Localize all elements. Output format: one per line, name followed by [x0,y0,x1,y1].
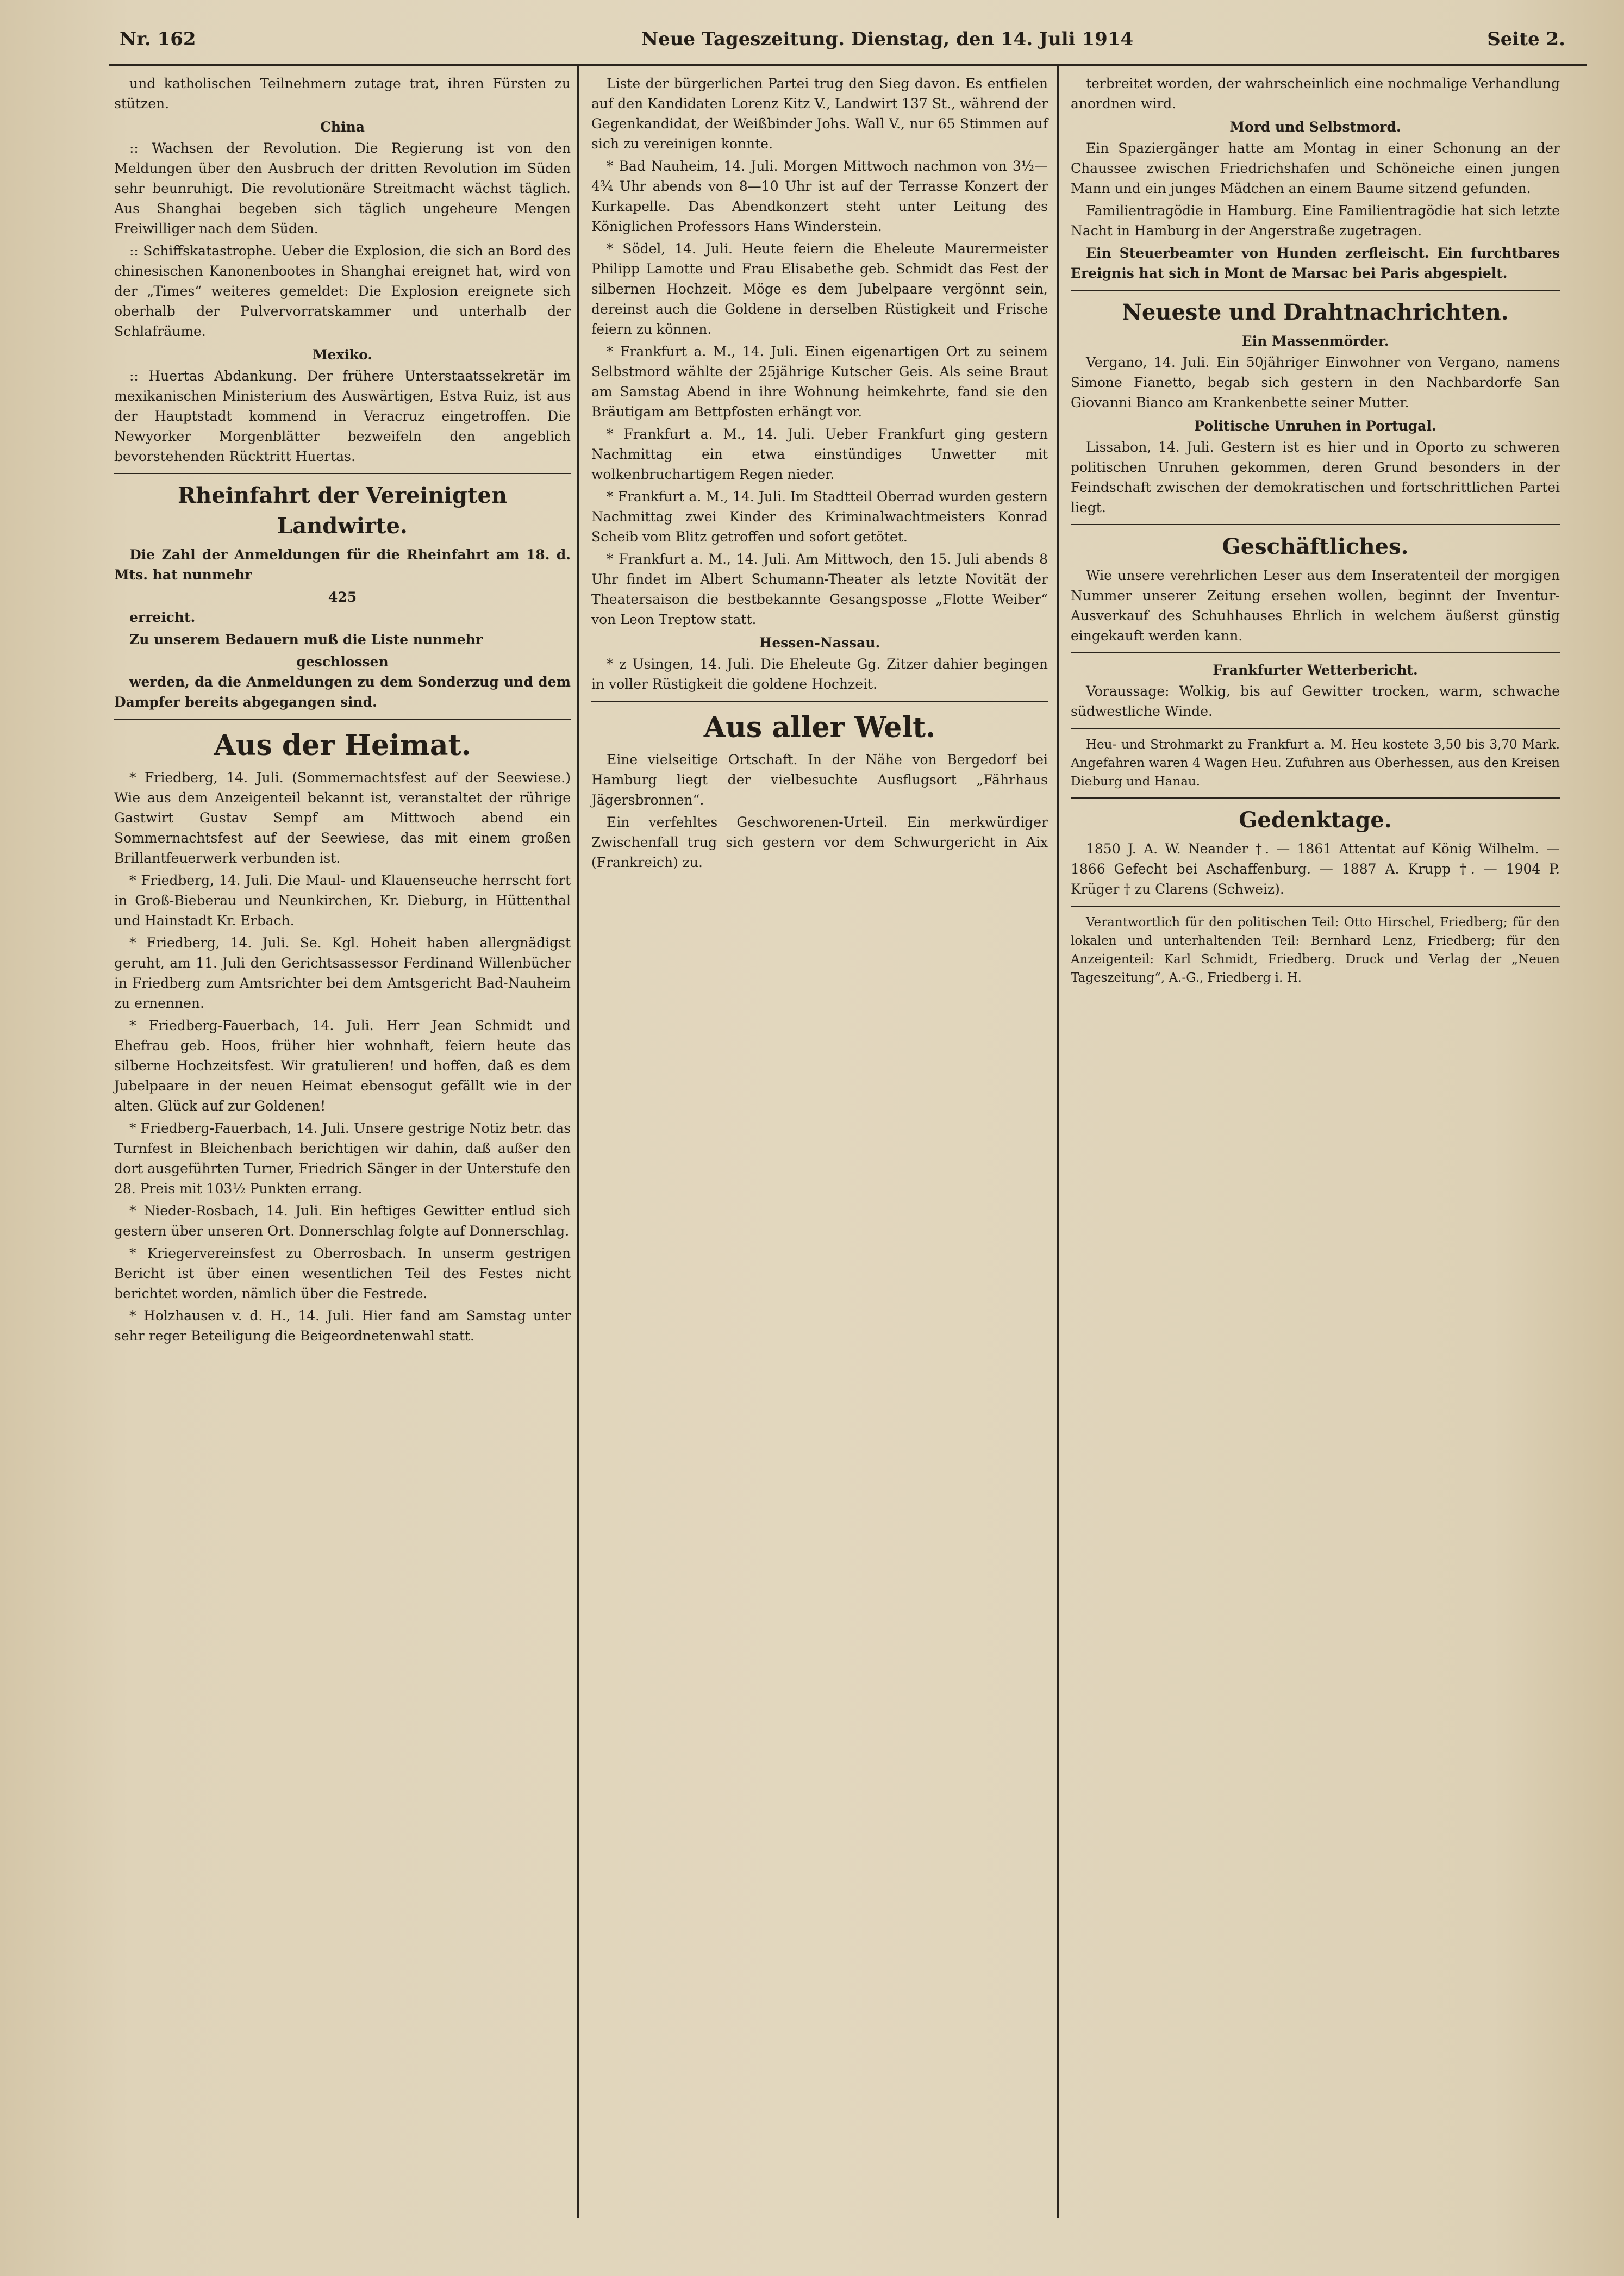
article-text: Ein Steuerbeamter von Hunden zerfleischt. Ein furchtbares Ereignis hat sich in Mont de Marsac bei Paris abgespielt. [1071,245,1560,281]
highlight-number: 425 [328,589,357,605]
divider [591,701,1048,702]
article-text: Voraussage: Wolkig, bis auf Gewitter trocken, warm, schwache südwestliche Winde. [1071,683,1560,719]
article-text: Liste der bürgerlichen Partei trug den Sieg davon. Es entfielen auf den Kandidaten Lorenz Kitz V., Landwirt 137 St., während der Gegenkandidat, der Weißbinder Johs. Wall V., nur 65 Stimmen auf sich zu vereinigen konnte. [591,76,1048,152]
column-divider [577,65,579,2218]
article-text: * Kriegervereinsfest zu Oberrosbach. In unserm gestrigen Bericht ist über einen wesentlichen Teil des Festes nicht berichtet worden, nämlich über die Festrede. [114,1245,571,1301]
article-text: * Frankfurt a. M., 14. Juli. Ueber Frankfurt ging gestern Nachmittag ein etwa einstündiges Unwetter mit wolkenbruchartigem Regen nieder. [591,426,1048,482]
article-text: Vergano, 14. Juli. Ein 50jähriger Einwohner von Vergano, namens Simone Fianetto, begab sich gestern in den Nachbardorfe San Giovanni Bianco am Krankenbette seiner Mutter. [1071,354,1560,410]
article-text: * Bad Nauheim, 14. Juli. Morgen Mittwoch nachmon von 3½—4¾ Uhr abends von 8—10 Uhr ist auf der Terrasse Konzert der Kurkapelle. Das Abendkonzert steht unter Leitung des Königlichen Professors Hans Winderstein. [591,158,1048,234]
article-text: Zu unserem Bedauern muß die Liste nunmehr [129,632,483,647]
article-text: Wie unsere verehrlichen Leser aus dem Inseratenteil der morgigen Nummer unserer Zeitung ersehen wollen, beginnt der Inventur-Ausverkauf des Schuhhauses Ehrlich in welchem äußerst günstig eingekauft werden kann. [1071,568,1560,644]
article-text: 1850 J. A. W. Neander †. — 1861 Attentat auf König Wilhelm. — 1866 Gefecht bei Aschaffenburg. — 1887 A. Krupp †. — 1904 P. Krüger † zu Clarens (Schweiz). [1071,841,1560,897]
article-text: * Friedberg-Fauerbach, 14. Juli. Herr Jean Schmidt und Ehefrau geb. Hoos, früher hier wohnhaft, feiern heute das silberne Hochzeitsfest. Wir gratulieren! und hoffen, daß es dem Jubelpaare in der neuen Heimat ebensogut gefällt wie in der alten. Glück auf zur Goldenen! [114,1018,571,1114]
article-text: Heu- und Strohmarkt zu Frankfurt a. M. Heu kostete 3,50 bis 3,70 Mark. Angefahren waren 4 Wagen Heu. Zufuhren aus Oberhessen, aus den Kreisen Dieburg und Hanau. [1071,738,1560,789]
section-title: Aus der Heimat. [214,729,471,762]
article-text: * Holzhausen v. d. H., 14. Juli. Hier fand am Samstag unter sehr reger Beteiligung die Beigeordnetenwahl statt. [114,1308,571,1344]
masthead-line: Neue Tageszeitung. Dienstag, den 14. Juli 1914 [641,28,1134,50]
highlight-word: geschlossen [296,654,389,670]
imprint-text: Verantwortlich für den politischen Teil: Otto Hirschel, Friedberg; für den lokalen und unterhaltenden Teil: Bernhard Lenz, Friedberg; für den Anzeigenteil: Karl Schmidt, Friedberg. Druck und Verlag der „Neuen Tageszeitung“, A.-G., Friedberg i. H. [1071,915,1560,985]
column-1 [114,73,571,1348]
column-divider [1057,65,1059,2218]
divider [1071,652,1560,653]
section-heading: Mexiko. [312,347,373,363]
divider [1071,290,1560,291]
section-heading: Ein Massenmörder. [1241,333,1389,349]
article-text: * Friedberg, 14. Juli. Die Maul- und Klauenseuche herrscht fort in Groß-Bieberau und Neunkirchen, Kr. Dieburg, in Hüttenthal und Hainstadt Kr. Erbach. [114,872,571,928]
section-heading: Politische Unruhen in Portugal. [1194,418,1436,434]
section-title: Aus aller Welt. [703,711,936,744]
section-heading: Mord und Selbstmord. [1229,119,1401,135]
section-heading: Frankfurter Wetterbericht. [1213,662,1418,678]
article-text: Familientragödie in Hamburg. Eine Familientragödie hat sich letzte Nacht in Hamburg in der Angerstraße zugetragen. [1071,203,1560,239]
article-text: und katholischen Teilnehmern zutage trat, ihren Fürsten zu stützen. [114,76,571,111]
article-text: Eine vielseitige Ortschaft. In der Nähe von Bergedorf bei Hamburg liegt der vielbesuchte Ausflugsort „Fährhaus Jägersbronnen“. [591,752,1048,808]
article-text: Lissabon, 14. Juli. Gestern ist es hier und in Oporto zu schweren politischen Unruhen gekommen, deren Grund besonders in der Feindschaft zwischen der demokratischen und fortschrittlichen Partei liegt. [1071,439,1560,515]
article-text: Die Zahl der Anmeldungen für die Rheinfahrt am 18. d. Mts. hat nunmehr [114,547,571,583]
divider [1071,524,1560,525]
section-heading: China [320,119,365,135]
article-text: * Södel, 14. Juli. Heute feiern die Eheleute Maurermeister Philipp Lamotte und Frau Elisabethe geb. Schmidt das Fest der silbernen Hochzeit. Möge es dem Jubelpaare vergönnt sein, dereinst auch die Goldene in derselben Rüstigkeit und Frische feiern zu können. [591,241,1048,337]
article-text: :: Schiffskatastrophe. Ueber die Explosion, die sich an Bord des chinesischen Kanonenbootes in Shanghai ereignet hat, wird von der „Times“ weiteres gemeldet: Die Explosion ereignete sich oberhalb der Pulvervorratskammer und unterhalb der Schlafräume. [114,243,571,339]
column-2 [591,73,1048,875]
section-title: Gedenktage. [1239,807,1392,833]
article-text: * Frankfurt a. M., 14. Juli. Einen eigenartigen Ort zu seinem Selbstmord wählte der 25jährige Kutscher Geis. Als seine Braut am Samstag Abend in ihre Wohnung heimkehrte, fand sie den Bräutigam am Bettpfosten erhängt vor. [591,344,1048,420]
article-text: Ein Spaziergänger hatte am Montag in einer Schonung an der Chaussee zwischen Friedrichshafen und Schöneiche einen jungen Mann und ein junges Mädchen an einem Baume sitzend gefunden. [1071,140,1560,196]
article-text: Ein verfehltes Geschworenen-Urteil. Ein merkwürdiger Zwischenfall trug sich gestern vor dem Schwurgericht in Aix (Frankreich) zu. [591,814,1048,870]
article-text: werden, da die Anmeldungen zu dem Sonderzug und dem Dampfer bereits abgegangen sind. [114,674,571,710]
article-text: :: Wachsen der Revolution. Die Regierung ist von den Meldungen über den Ausbruch der dritten Revolution im Süden sehr beunruhigt. Die revolutionäre Streitmacht wächst täglich. Aus Shanghai begeben sich täglich ungeheure Mengen Freiwilliger nach dem Süden. [114,140,571,236]
article-text: * Nieder-Rosbach, 14. Juli. Ein heftiges Gewitter entlud sich gestern über unseren Ort. Donnerschlag folgte auf Donnerschlag. [114,1203,571,1239]
section-title: Geschäftliches. [1222,534,1409,559]
page-header [120,28,1587,61]
article-text: * Friedberg, 14. Juli. Se. Kgl. Hoheit haben allergnädigst geruht, am 11. Juli den Gerichtsassessor Ferdinand Willenbücher in Friedberg zum Amtsrichter bei dem Amtsgericht Bad-Nauheim zu ernennen. [114,935,571,1011]
divider [1071,728,1560,729]
article-text: * Frankfurt a. M., 14. Juli. Am Mittwoch, den 15. Juli abends 8 Uhr findet im Albert Schumann-Theater als letzte Novität der Theatersaison die bestbekannte Gesangsposse „Flotte Weiber“ von Leon Treptow statt. [591,551,1048,627]
article-text: :: Huertas Abdankung. Der frühere Unterstaatssekretär im mexikanischen Ministerium des Auswärtigen, Estva Ruiz, ist aus der Hauptstadt kommend in Veracruz eingetroffen. Die Newyorker Morgenblätter bezweifeln den angeblich bevorstehenden Rücktritt Huertas. [114,368,571,464]
issue-number: Nr. 162 [120,28,196,50]
article-text: * Frankfurt a. M., 14. Juli. Im Stadtteil Oberrad wurden gestern Nachmittag zwei Kinder des Kriminalwachtmeisters Konrad Scheib vom Blitz getroffen und sofort getötet. [591,489,1048,545]
section-title: Neueste und Drahtnachrichten. [1122,300,1509,325]
divider [114,473,571,474]
article-title: Rheinfahrt der Vereinigten Landwirte. [178,483,507,539]
divider [1071,906,1560,907]
article-text: * Friedberg-Fauerbach, 14. Juli. Unsere gestrige Notiz betr. das Turnfest in Bleichenbach berichtigen wir dahin, daß außer den dort ausgeführten Turner, Friedrich Sänger in der Unterstufe den 28. Preis mit 103½ Punkten errang. [114,1120,571,1196]
article-text: terbreitet worden, der wahrscheinlich eine nochmalige Verhandlung anordnen wird. [1071,76,1560,111]
column-3 [1071,73,1560,989]
article-text: * Friedberg, 14. Juli. (Sommernachtsfest auf der Seewiese.) Wie aus dem Anzeigenteil bekannt ist, veranstaltet der rührige Gastwirt Gustav Sempf am Mittwoch abend ein Sommernachtsfest auf der Seewiese, das mit einem großen Brillantfeuerwerk verbunden ist. [114,770,571,866]
divider [114,719,571,720]
divider [1071,797,1560,799]
page-number: Seite 2. [1487,28,1565,50]
article-text: erreicht. [129,609,196,625]
header-rule [109,64,1587,66]
section-heading: Hessen-Nassau. [759,635,880,651]
article-text: * z Usingen, 14. Juli. Die Eheleute Gg. Zitzer dahier begingen in voller Rüstigkeit die goldene Hochzeit. [591,656,1048,692]
